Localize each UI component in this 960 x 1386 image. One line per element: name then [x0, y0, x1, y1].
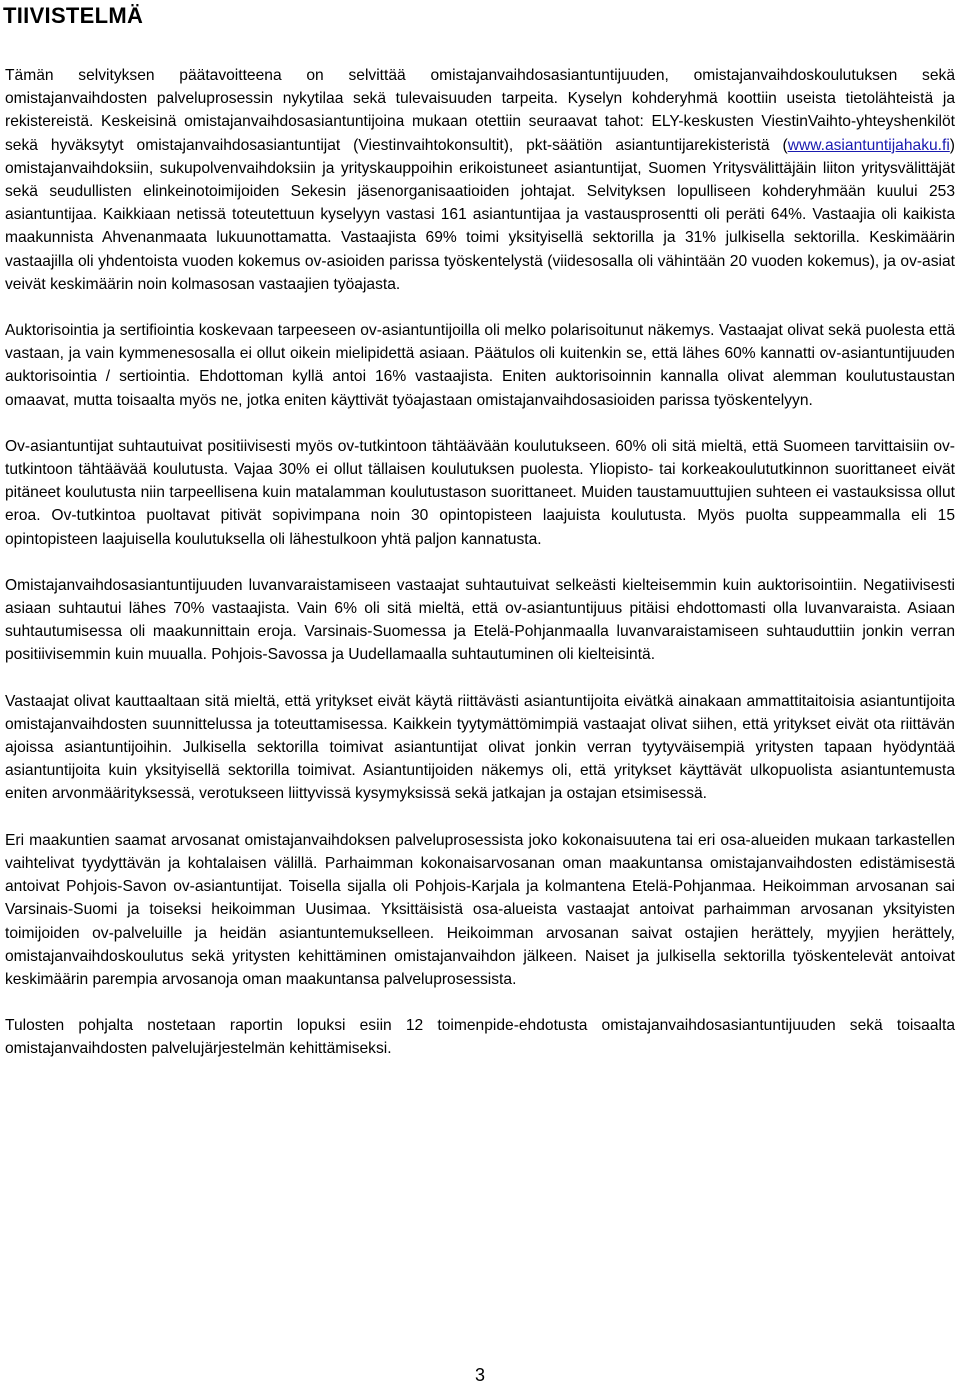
page-number: 3 — [474, 1365, 485, 1385]
paragraph-toimenpide-ehdotukset: Tulosten pohjalta nostetaan raportin lopuksi esiin 12 toimenpide-ehdotusta omistajanvaihdosasiantuntijuuden sekä toisaalta omistajanvaihdosten palvelujärjestelmän kehittämiseksi. — [5, 1017, 955, 1058]
asiantuntijahaku-link[interactable]: www.asiantuntijahaku.fi — [787, 136, 950, 154]
paragraph-intro — [5, 64, 955, 296]
paragraph-asiantuntijoiden-kaytto: Vastaajat olivat kauttaaltaan sitä mieltä, että yritykset eivät käytä riittävästi asiantuntijoita eivätkä ainakaan ammattitaitoisia asiantuntijoita omistajanvaihdosten suunnittelussa ja toteuttamisessa. Kaikkein tyytymättömimpiä vastaajat olivat siihen, että yritykset eivät ota riittävän ajoissa asiantuntijoihin. Julkisella sektorilla toimivat asiantuntijat olivat jonkin verran tyytyväisempiä yritysten tapaan hyödyntää asiantuntijoita kuin yksityisellä sektorilla toimivat. Asiantuntijoiden näkemys oli, että yritykset käyttävät ulkopuolista asiantuntemusta eniten arvonmäärityksessä, verotukseen liittyvissä kysymyksissä sekä jatkajan ja ostajan etsimisessä. — [5, 692, 955, 803]
paragraph-maakuntien-arvosanat: Eri maakuntien saamat arvosanat omistajanvaihdoksen palveluprosessista joko kokonaisuutena tai eri osa-alueiden mukaan tarkastellen vaihtelivat tyydyttävän ja kohtalaisen välillä. Parhaimman kokonaisarvosanan oman maakuntansa omistajanvaihdosten edistämisestä antoivat Pohjois-Savon ov-asiantuntijat. Toisella sijalla oli Pohjois-Karjala ja kolmantena Etelä-Pohjanmaa. Heikoimman arvosanan sai Varsinais-Suomi ja toiseksi heikoimman Uusimaa. Yksittäisistä osa-alueista vastaajat antoivat parhaimman arvosanan yksityisten toimijoiden ov-palveluille ja heidän asiantuntemukselleen. Heikoimman arvosanan saivat ostajien herättely, myyjien herättely, omistajanvaihdoskoulutus sekä yritysten kehittäminen omistajanvaihdon jälkeen. Naiset ja julkisella sektorilla työskentelevät antoivat keskimäärin parempia arvosanoja oman maakuntansa palveluprosessista. — [5, 831, 955, 988]
paragraph-intro-text-end: ) omistajanvaihdoksiin, sukupolvenvaihdoksiin ja yrityskauppoihin erikoistuneet asiantuntijat, Suomen Yritysvälittäjäin liiton yritysvälittäjät sekä seudullisten elinkeinotoimijoiden Sekesin jäsenorganisaatioiden johtajat. Selvityksen lopulliseen kohderyhmään kuului 253 asiantuntijaa. Kaikkiaan netissä toteutettuun kyselyyn vastasi 161 asiantuntijaa ja vastausprosentti oli peräti 64%. Vastaajia oli kaikista maakunnista Ahvenanmaata lukuunottamatta. Vastaajista 69% toimi yksityisellä sektorilla ja 31% julkisella sektorilla. Keskimäärin vastaajilla oli yhdentoista vuoden kokemus ov-asioiden parissa työskentelystä (viidesosalla oli vähintään 20 vuoden kokemus), ja ov-asiat veivät keskimäärin noin kolmasosan vastaajien työajasta. — [5, 136, 955, 293]
document-body — [5, 64, 955, 1084]
paragraph-auktorisointi: Auktorisointia ja sertifiointia koskevaan tarpeeseen ov-asiantuntijoilla oli melko polarisoitunut näkemys. Vastaajat olivat sekä puolesta että vastaan, ja vain kymmenesosalla ei ollut oikein mielipidettä asiaan. Päätulos oli kuitenkin se, että lähes 60% kannatti ov-asiantuntijuuden auktorisointia / sertiointia. Ehdottoman kyllä antoi 16% vastaajista. Eniten auktorisoinnin kannalla olivat alemman koulutustaustan omaavat, mutta toisaalta myös ne, jotka eniten käyttivät työajastaan omistajanvaihdosasioiden parissa työskentelyyn. — [5, 322, 955, 409]
paragraph-intro-text-start: Tämän selvityksen päätavoitteena on selvittää omistajanvaihdosasiantuntijuuden, omistajanvaihdoskoulutuksen sekä omistajanvaihdosten palveluprosessin nykytilaa sekä tulevaisuuden tarpeita. Kyselyn kohderyhmä koottiin useista tietolähteistä ja rekistereistä. Keskeisinä omistajanvaihdosasiantuntijoina mukaan otettiin seuraavat tahot: ELY-keskusten ViestinVaihto-yhteyshenkilöt sekä hyväksytyt omistajanvaihdosasiantuntijat (Viestinvaihtokonsultit), pkt-säätiön asiantuntijarekisteristä ( — [5, 67, 955, 154]
paragraph-ov-tutkinto: Ov-asiantuntijat suhtautuivat positiivisesti myös ov-tutkintoon tähtäävään koulutukseen. 60% oli sitä mieltä, että Suomeen tarvittaisiin ov-tutkintoon tähtäävää koulutusta. Vajaa 30% ei ollut tällaisen koulutuksen puolesta. Yliopisto- tai korkeakoulututkinnon suorittaneet eivät pitäneet koulutusta niin tarpeellisena kuin matalamman koulutustason suorittaneet. Muiden taustamuuttujien suhteen ei vastauksissa ollut eroa. Ov-tutkintoa puoltavat pitivät sopivimpana noin 30 opintopisteen laajuista koulutusta. Myös puolta suppeammalla eli 15 opintopisteen laajuisella koulutuksella oli lähestulkoon yhtä paljon kannatusta. — [5, 437, 955, 548]
paragraph-luvanvaraisuus: Omistajanvaihdosasiantuntijuuden luvanvaraistamiseen vastaajat suhtautuivat selkeästi kielteisemmin kuin auktorisointiin. Negatiivisesti asiaan suhtautui lähes 70% vastaajista. Vain 6% oli sitä mieltä, että ov-asiantuntijuus pitäisi ehdottomasti olla luvanvaraista. Asiaan suhtautumisessa oli maakunnittain eroja. Varsinais-Suomessa ja Etelä-Pohjanmaalla luvanvaraistamiseen suhtauduttiin jonkin verran positiivisemmin kuin muualla. Pohjois-Savossa ja Uudellamaalla suhtautuminen oli kielteisintä. — [5, 576, 955, 664]
page-title: TIIVISTELMÄ — [3, 3, 144, 28]
